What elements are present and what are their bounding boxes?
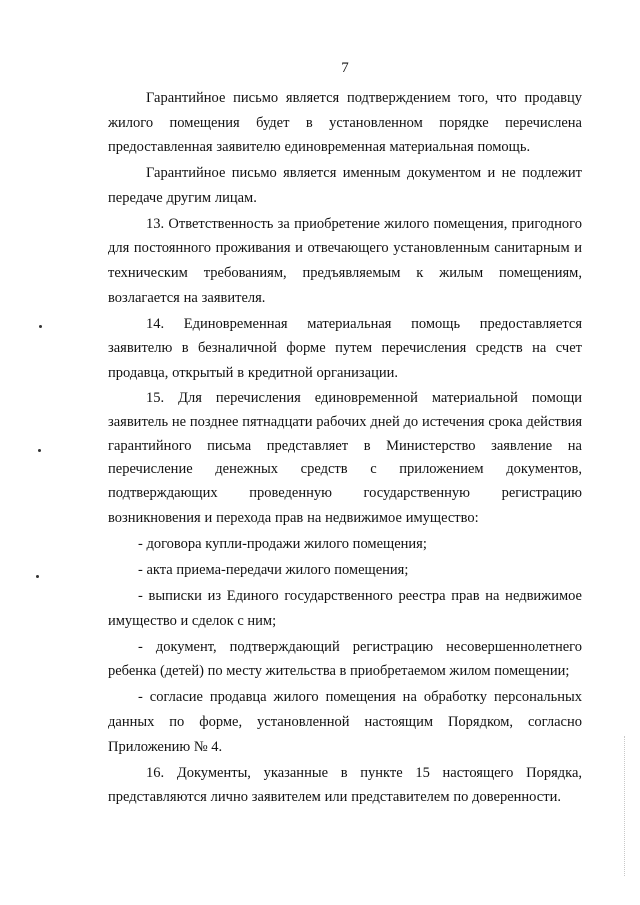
paragraph-15-continuation: возникновения и перехода прав на недвижимое имущество:	[108, 510, 479, 527]
paragraph-13-responsibility: 13. Ответственность за приобретение жилого помещения, пригодного для постоянного проживания и отвечающего установленным санитарным и техническим требованиям, предъявляемым к жилым помещениям, возлагается на заявителя.	[108, 215, 582, 306]
scan-speck	[38, 449, 41, 452]
list-item-transfer-act: - акта приема-передачи жилого помещения;	[138, 562, 409, 579]
paragraph-guarantee-letter-personal: Гарантийное письмо является именным документом и не подлежит передаче другим лицам.	[108, 165, 582, 206]
paragraph-14-payment-form: 14. Единовременная материальная помощь предоставляется заявителю в безналичной форме путем перечисления средств на счет продавца, открытый в кредитной организации.	[108, 315, 582, 381]
paragraph-16-documents-submission: 16. Документы, указанные в пункте 15 настоящего Порядка, представляются лично заявителем или представителем по доверенности.	[108, 764, 582, 806]
paragraph-guarantee-letter-confirmation: Гарантийное письмо является подтверждением того, что продавцу жилого помещения будет в установленном порядке перечислена предоставленная заявителю единовременная материальная помощь.	[108, 90, 582, 156]
scan-speck	[36, 575, 39, 578]
scan-edge-line	[624, 736, 625, 876]
scan-speck	[39, 325, 42, 328]
list-item-seller-consent: - согласие продавца жилого помещения на обработку персональных данных по форме, установленной настоящим Порядком, согласно Приложению № 4.	[108, 689, 582, 755]
list-item-registry-extract: - выписки из Единого государственного реестра прав на недвижимое имущество и сделок с ним;	[108, 588, 582, 629]
page-number: 7	[341, 60, 349, 76]
document-body	[108, 86, 582, 811]
list-item-sale-contract: - договора купли-продажи жилого помещения;	[138, 536, 427, 553]
paragraph-15-transfer-request: 15. Для перечисления единовременной материальной помощи заявитель не позднее пятнадцати рабочих дней до истечения срока действия гарантийного письма представляет в Министерство заявление на перечисление денежных средств с приложением документов, подтверждающих проведенную государственную регистрацию	[108, 389, 582, 502]
list-item-child-registration-document: - документ, подтверждающий регистрацию несовершеннолетнего ребенка (детей) по месту жительства в приобретаемом жилом помещении;	[108, 638, 582, 680]
